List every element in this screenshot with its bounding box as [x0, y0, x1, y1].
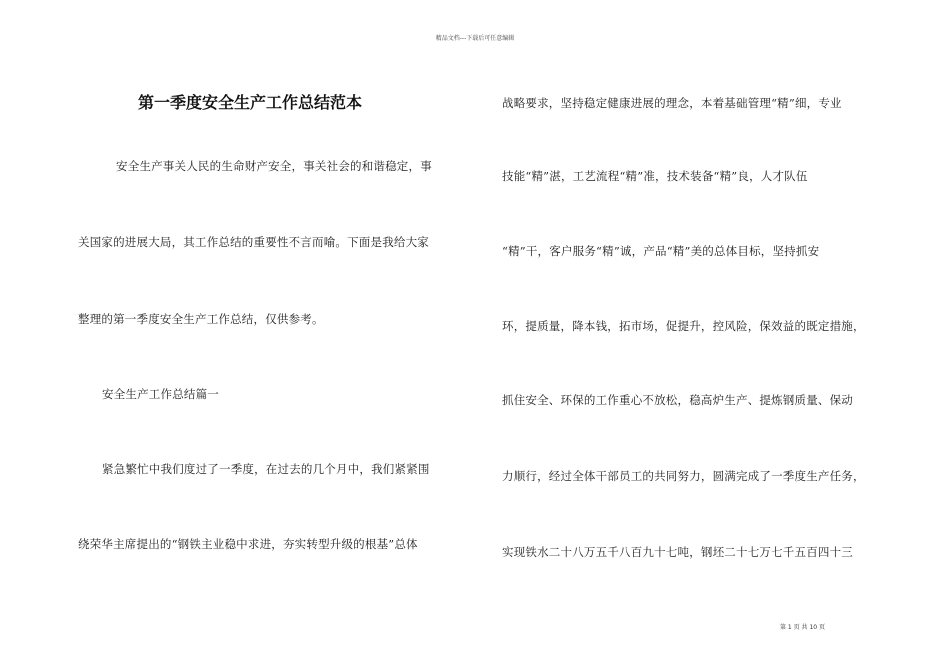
paragraph-line: 紧急繁忙中我们度过了一季度，在过去的几个月中，我们紧紧围	[102, 462, 430, 476]
document-title: 第一季度安全生产工作总结范本	[138, 93, 363, 112]
paragraph-line: 关国家的进展大局，其工作总结的重要性不言而喻。下面是我给大家	[78, 235, 429, 249]
paragraph-line: 技能“精”湛，工艺流程“精”准，技术装备“精”良，人才队伍	[502, 169, 808, 183]
paragraph-line: 抓住安全、环保的工作重心不放松，稳高炉生产、提炼钢质量、保动	[502, 393, 853, 407]
section-heading: 安全生产工作总结篇一	[102, 387, 219, 401]
paragraph-line: 安全生产事关人民的生命财产安全，事关社会的和谐稳定，事	[116, 159, 432, 173]
paragraph-line: “精”干，客户服务“精”诚，产品“精”美的总体目标，坚持抓安	[502, 244, 820, 258]
paragraph-line: 整理的第一季度安全生产工作总结，仅供参考。	[78, 312, 324, 326]
paragraph-line: 力顺行，经过全体干部员工的共同努力，圆满完成了一季度生产任务，	[502, 469, 865, 483]
page-header-note: 精品文档---下载后可任意编辑	[435, 35, 515, 42]
paragraph-line: 环，提质量，降本钱，拓市场，促提升，控风险，保效益的既定措施，	[502, 319, 865, 333]
paragraph-line: 绕荣华主席提出的“钢铁主业稳中求进，夯实转型升级的根基”总体	[78, 537, 418, 551]
paragraph-line: 实现铁水二十八万五千八百九十七吨，钢坯二十七万七千五百四十三	[502, 545, 853, 559]
page-number-footer: 第 1 页 共 10 页	[780, 624, 825, 631]
paragraph-line: 战略要求，坚持稳定健康进展的理念，本着基础管理“精”细，专业	[502, 96, 842, 110]
